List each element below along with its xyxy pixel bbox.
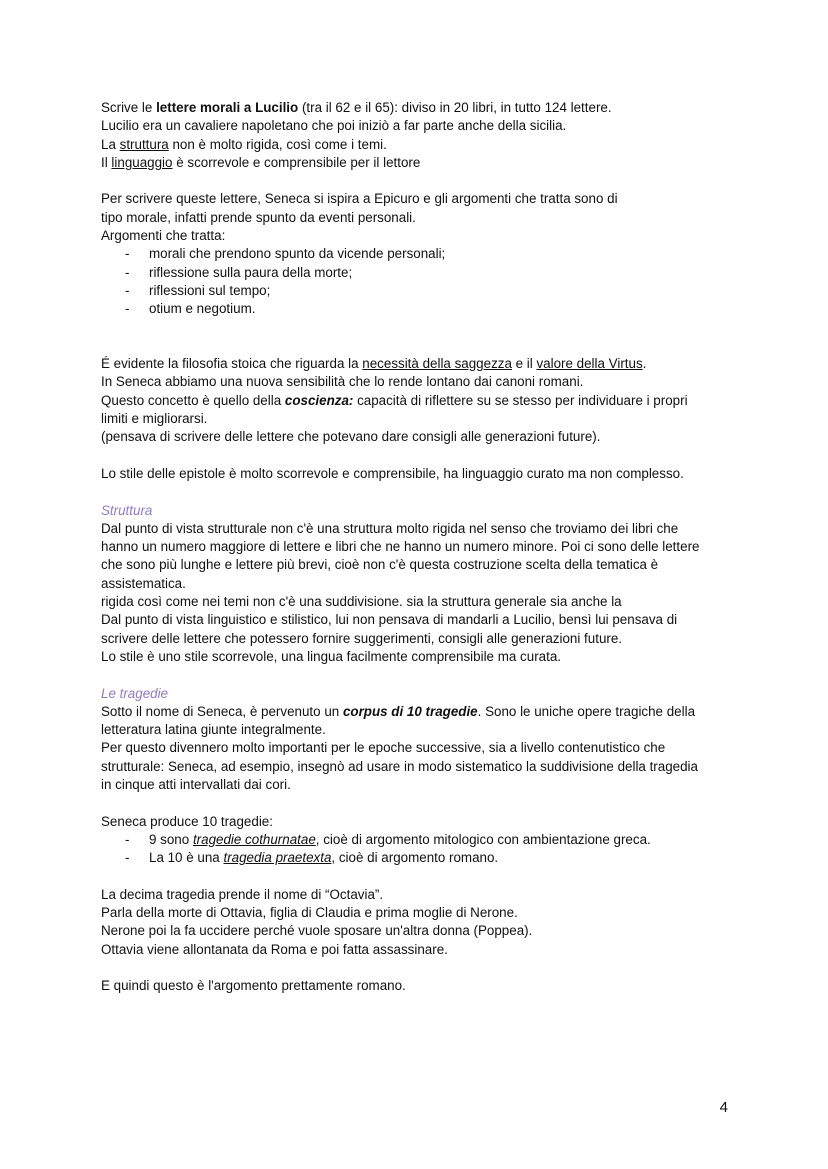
paragraph-dieci-tragedie [101,813,741,868]
bold-italic-text: coscienza: [284,392,354,408]
text-line: Argomenti che tratta: [101,228,226,244]
section-struttura [101,502,741,667]
spacer [101,483,741,501]
text-line: Ottavia viene allontanata da Roma e poi fatta assassinare. [101,941,448,957]
text-line: Lucilio era un cavaliere napoletano che poi iniziò a far parte anche della sicilia. [101,118,567,134]
section-heading: Struttura [101,502,153,518]
text-line: Dal punto di vista strutturale non c'è una struttura molto rigida nel senso che troviamo dei libri che [101,520,679,536]
argomenti-list [101,245,741,318]
list-item: - otium e negotium. [101,300,741,318]
paragraph-octavia [101,886,741,959]
underlined-text: necessità della saggezza [362,356,512,372]
text-line: Lo stile delle epistole è molto scorrevole e comprensibile, ha linguaggio curato ma non complesso. [101,465,684,481]
paragraph-lettere [101,99,741,172]
italic-underlined-text: tragedia praetexta [223,850,332,866]
spacer [101,172,741,190]
underlined-text: valore della Virtus [536,356,643,372]
text-line: Dal punto di vista linguistico e stilistico, lui non pensava di mandarli a Lucilio, bensì lui pensava di [101,612,678,628]
section-heading: Le tragedie [101,685,169,701]
bold-text: lettere morali a Lucilio [156,100,299,115]
text-line: Scrive le lettere morali a Lucilio (tra il 62 e il 65): diviso in 20 libri, in tutto 124 lettere. [101,100,612,115]
text-line: É evidente la filosofia stoica che riguarda la necessità della saggezza e il valore della Virtus. [101,356,647,372]
text-line: in cinque atti intervallati dai cori. [101,776,291,792]
text-line: hanno un numero maggiore di lettere e libri che ne hanno un numero minore. Poi ci sono delle lettere [101,539,700,555]
text-line: E quindi questo è l'argomento prettamente romano. [101,978,406,994]
text-line: Parla della morte di Ottavia, figlia di Claudia e prima moglie di Nerone. [101,905,518,921]
paragraph-stile [101,465,741,483]
text-line: Per scrivere queste lettere, Seneca si ispira a Epicuro e gli argomenti che tratta sono di [101,191,618,207]
spacer [101,447,741,465]
text-line: tipo morale, infatti prende spunto da eventi personali. [101,209,416,225]
spacer [101,319,741,356]
text-line: letteratura latina giunte integralmente. [101,722,326,738]
text-line: Seneca produce 10 tragedie: [101,813,273,829]
text-line: In Seneca abbiamo una nuova sensibilità che lo rende lontano dai canoni romani. [101,374,584,390]
text-line: Questo concetto è quello della coscienza: capacità di riflettere su se stesso per individuare i propri [101,392,688,408]
text-line: strutturale: Seneca, ad esempio, insegnò ad usare in modo sistematico la suddivisione della tragedia [101,758,698,774]
text-line: assistematica. [101,575,186,591]
tragedie-list [101,831,741,868]
spacer [101,867,741,885]
paragraph-epicuro [101,190,741,318]
text-line: Sotto il nome di Seneca, è pervenuto un corpus di 10 tragedie. Sono le uniche opere tragiche della [101,703,696,719]
text-line: limiti e migliorarsi. [101,411,208,427]
document-page [101,99,741,996]
paragraph-conclusione [101,977,741,995]
list-item: - morali che prendono spunto da vicende personali; [101,245,741,263]
spacer [101,794,741,812]
italic-underlined-text: tragedie cothurnatae [192,831,316,847]
text-line: Nerone poi la fa uccidere perché vuole sposare un'altra donna (Poppea). [101,923,533,939]
text-line: Lo stile è uno stile scorrevole, una lingua facilmente comprensibile ma curata. [101,648,561,664]
list-item: - La 10 è una tragedia praetexta, cioè di argomento romano. [101,849,741,867]
text-line: (pensava di scrivere delle lettere che potevano dare consigli alle generazioni future). [101,429,601,445]
bold-italic-text: corpus di 10 tragedie [342,703,478,719]
text-line: La decima tragedia prende il nome di “Octavia”. [101,886,384,902]
list-item: - 9 sono tragedie cothurnatae, cioè di argomento mitologico con ambientazione greca. [101,831,741,849]
text-line: che sono più lunghe e lettere più brevi, cioè non c'è questa costruzione scelta della tematica è [101,557,659,573]
section-tragedie [101,685,741,795]
spacer [101,959,741,977]
text-line: rigida così come nei temi non c'è una suddivisione. sia la struttura generale sia anche la [101,594,622,610]
text-line: scrivere delle lettere che potessero fornire suggerimenti, consigli alle generazioni future. [101,630,623,646]
spacer [101,666,741,684]
underlined-text: linguaggio [111,154,173,170]
list-item: - riflessione sulla paura della morte; [101,264,741,282]
paragraph-filosofia [101,355,741,446]
underlined-text: struttura [119,136,169,152]
text-line: Il linguaggio è scorrevole e comprensibile per il lettore [101,154,421,170]
page-number: 4 [719,1099,728,1116]
list-item: - riflessioni sul tempo; [101,282,741,300]
text-line: La struttura non è molto rigida, così come i temi. [101,136,387,152]
text-line: Per questo divennero molto importanti per le epoche successive, sia a livello contenutistico che [101,740,666,756]
